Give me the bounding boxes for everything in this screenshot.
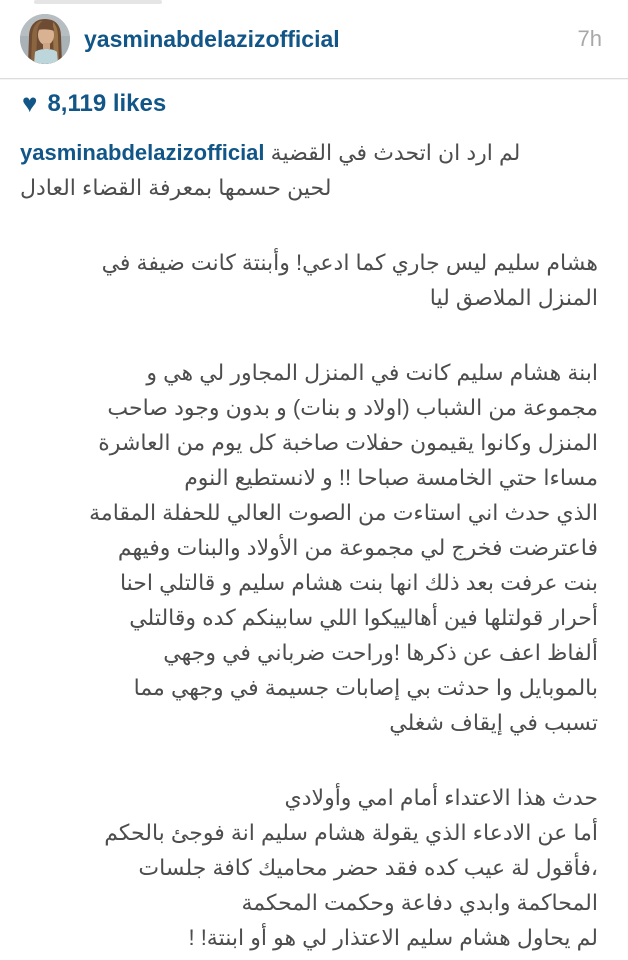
caption-line: المنزل وكانوا يقيمون حفلات صاخبة كل يوم من العاشرة: [98, 430, 598, 455]
caption-paragraph: [20, 135, 598, 205]
header-username[interactable]: yasminabdelazizofficial: [84, 25, 340, 52]
caption-line: فاعترضت فخرج لي مجموعة من الأولاد والبنات وفيهم: [117, 535, 598, 560]
caption-line: المحاكمة وابدي دفاعة وحكمت المحكمة: [241, 890, 598, 915]
profile-photo-icon: [20, 14, 70, 64]
caption-line: أحرار قولتلها فين أهالييكوا اللي سابينكم كده وقالتلي: [129, 605, 598, 630]
post-timestamp: 7h: [577, 26, 602, 51]
caption-line: بنت عرفت بعد ذلك انها بنت هشام سليم و قالتلي احنا: [119, 570, 598, 595]
caption-line: الذي حدث اني استاءت من الصوت العالي للحفلة المقامة: [89, 500, 598, 525]
caption-line: هشام سليم ليس جاري كما ادعي! وأبنتة كانت ضيفة في: [101, 250, 598, 275]
likes-count[interactable]: 8,119 likes: [47, 90, 167, 117]
caption-paragraph: [20, 355, 598, 740]
heart-icon: ♥: [22, 88, 38, 118]
caption-line: حدث هذا الاعتداء أمام امي وأولادي: [284, 785, 598, 810]
caption-line: المنزل الملاصق ليا: [429, 285, 598, 310]
caption-line: لحين حسمها بمعرفة القضاء العادل: [20, 175, 332, 200]
caption-line: بالموبايل وا حدثت بي إصابات جسيمة في وجهي مما: [133, 675, 598, 700]
caption-line: تسبب في إيقاف شغلي: [389, 710, 598, 735]
avatar[interactable]: [20, 14, 70, 64]
caption-line: مجموعة من الشباب (اولاد و بنات) و بدون وجود صاحب: [107, 395, 598, 420]
likes-row[interactable]: [0, 79, 628, 129]
caption-author-link[interactable]: yasminabdelazizofficial: [20, 140, 265, 165]
caption-line: ،فأقول لة عيب كده فقد حضر محاميك كافة جلسات: [138, 855, 598, 880]
post-header: [0, 0, 628, 78]
caption-line: مساءا حتي الخامسة صباحا !! و لانستطيع النوم: [184, 465, 598, 490]
caption-line: yasminabdelazizofficial لم ارد ان اتحدث في القضية: [20, 140, 521, 165]
caption-line: لم يحاول هشام سليم الاعتذار لي هو أو ابنتة! !: [188, 925, 598, 950]
caption: [0, 129, 628, 955]
caption-line: ابنة هشام سليم كانت في المنزل المجاور لي هي و: [146, 360, 598, 385]
caption-paragraph: [20, 780, 598, 955]
caption-paragraph: [20, 245, 598, 315]
caption-line: أما عن الادعاء الذي يقولة هشام سليم انة فوجئ بالحكم: [104, 820, 598, 845]
caption-line: ألفاظ اعف عن ذكرها !وراحت ضرباني في وجهي: [163, 640, 598, 665]
